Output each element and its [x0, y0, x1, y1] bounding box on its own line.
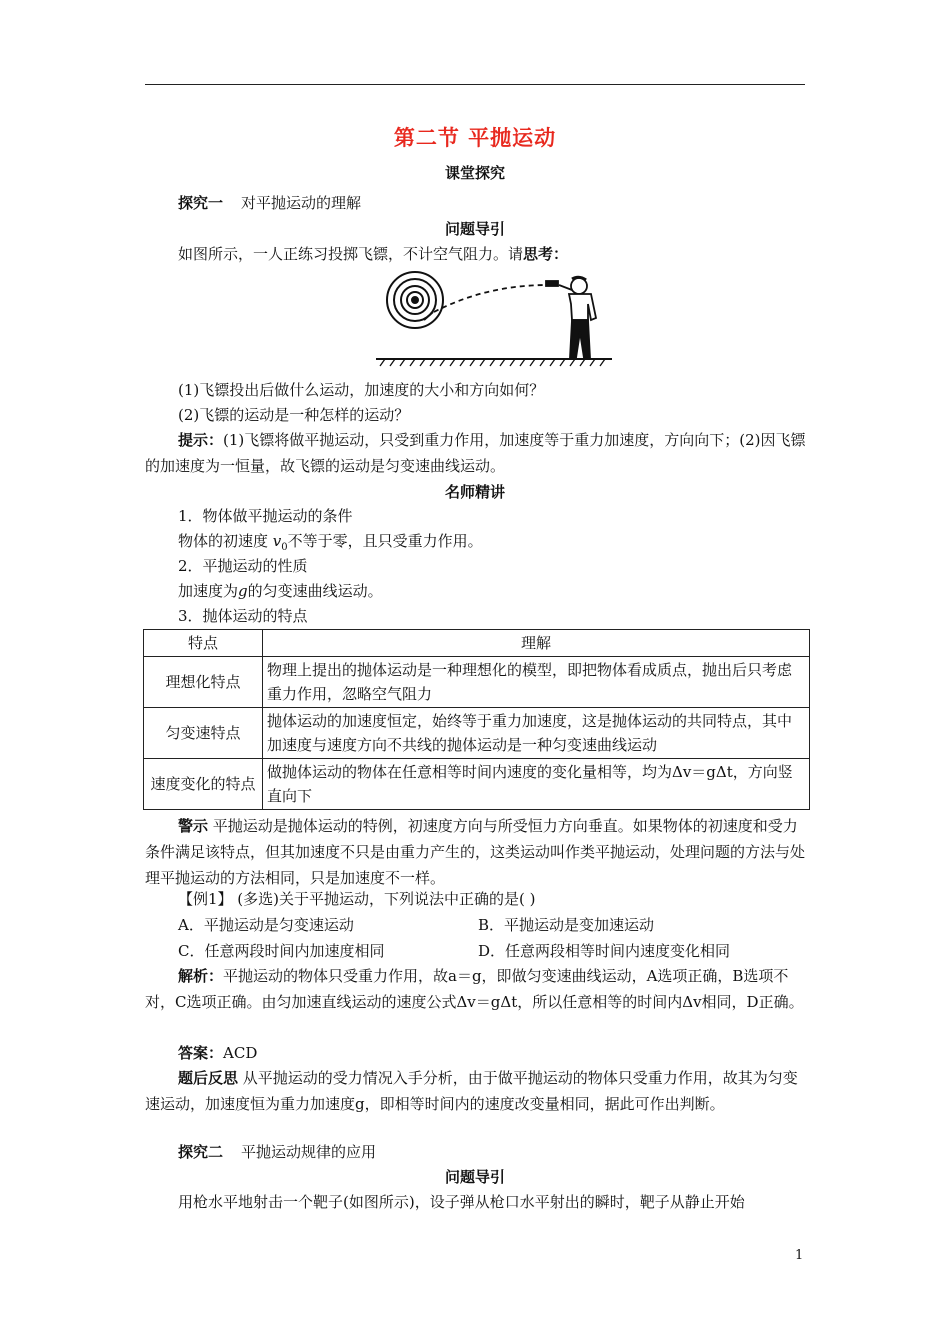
teacher-explain-heading: 名师精讲	[444, 483, 505, 501]
hint-paragraph	[145, 427, 807, 479]
table-value-cell: 做抛体运动的物体在任意相等时间内速度的变化量相等，均为Δv＝gΔt，方向竖直向下	[263, 759, 810, 810]
table-row	[144, 759, 810, 810]
explore-two-topic: 平抛运动规律的应用	[241, 1143, 377, 1161]
table-row	[144, 708, 810, 759]
option-b: B．平抛运动是变加速运动	[478, 916, 655, 934]
trajectory-dashed-path	[434, 285, 548, 312]
point-2-text-b: 的匀变速曲线运动。	[247, 582, 383, 600]
table-key-cell: 匀变速特点	[144, 708, 263, 759]
hint-text: (1)飞镖将做平抛运动，只受到重力作用，加速度等于重力加速度，方向向下；(2)因飞镖的加速度为一恒量，故飞镖的运动是匀变速曲线运动。	[145, 431, 806, 475]
reflect-text: 从平抛运动的受力情况入手分析，由于做平抛运动的物体只受重力作用，故其为匀变速运动，加速度恒为重力加速度g，即相等时间内的速度改变量相同，据此可作出判断。	[145, 1069, 798, 1113]
answer-line	[178, 1041, 838, 1065]
table-value-cell: 物理上提出的抛体运动是一种理想化的模型，即把物体看成质点，抛出后只考虑重力作用，忽略空气阻力	[263, 657, 810, 708]
table-header-cell: 理解	[263, 630, 810, 657]
option-c: C．任意两段时间内加速度相同	[178, 942, 385, 960]
table-key-cell: 理想化特点	[144, 657, 263, 708]
analysis-text: 平抛运动的物体只受重力作用，故a＝g，即做匀变速曲线运动，A选项正确，B选项不对，C选项正确。由匀加速直线运动的速度公式Δv＝gΔt，所以任意相等的时间内Δv相同，D正确。	[145, 967, 804, 1011]
problem-guide-heading: 问题导引	[444, 220, 505, 238]
section-heading: 课堂探究	[444, 164, 505, 182]
option-d: D．任意两段相等时间内速度变化相同	[478, 942, 731, 960]
table-header-row	[144, 630, 810, 657]
option-a: A．平抛运动是匀变速运动	[178, 916, 354, 934]
warning-paragraph	[145, 813, 807, 891]
answer-label: 答案：	[178, 1044, 224, 1062]
explore-two-heading	[178, 1140, 838, 1164]
point-1-text-a: 物体的初速度	[178, 532, 273, 550]
dart-throwing-figure	[376, 270, 612, 370]
point-2-body	[178, 579, 838, 603]
analysis-paragraph	[145, 963, 807, 1015]
question-2: (2)飞镖的运动是一种怎样的运动？	[178, 406, 410, 424]
velocity-subscript: 0	[281, 542, 288, 553]
velocity-symbol: v	[272, 532, 282, 550]
person-icon	[546, 277, 596, 358]
explore-one-label: 探究一	[178, 194, 224, 212]
explore-one-topic: 对平抛运动的理解	[241, 194, 362, 212]
g-symbol: g	[238, 582, 248, 600]
point-1-title: 1．物体做平抛运动的条件	[178, 507, 353, 525]
reflect-paragraph	[145, 1065, 807, 1117]
table-row	[144, 657, 810, 708]
page-title: 第二节 平抛运动	[393, 126, 557, 150]
table-value-cell: 抛体运动的加速度恒定，始终等于重力加速度，这是抛体运动的共同特点，其中加速度与速度方向不共线的抛体运动是一种匀变速曲线运动	[263, 708, 810, 759]
hint-label: 提示：	[178, 431, 224, 449]
point-2-title: 2．平抛运动的性质	[178, 557, 308, 575]
intro-body: 如图所示，一人正练习投掷飞镖，不计空气阻力。请	[178, 245, 524, 263]
reflect-label: 题后反思	[178, 1069, 239, 1087]
question-1: (1)飞镖投出后做什么运动，加速度的大小和方向如何？	[178, 381, 545, 399]
explore-two-label: 探究二	[178, 1143, 224, 1161]
table-header-cell: 特点	[144, 630, 263, 657]
warning-text: 平抛运动是抛体运动的特例，初速度方向与所受恒力方向垂直。如果物体的初速度和受力条件满足该特点，但其加速度不只是由重力产生的，这类运动叫作类平抛运动，处理问题的方法与处理平抛运动的方法相同，只是加速度不一样。	[145, 817, 806, 887]
header-rule	[145, 84, 805, 85]
problem-guide-heading-2: 问题导引	[444, 1168, 505, 1186]
features-table	[143, 629, 810, 810]
table-key-cell: 速度变化的特点	[144, 759, 263, 810]
point-1-text-b: 不等于零，且只受重力作用。	[287, 532, 483, 550]
ground-hatch	[376, 359, 612, 366]
final-line: 用枪水平地射击一个靶子(如图所示)，设子弹从枪口水平射出的瞬时，靶子从静止开始	[178, 1193, 745, 1211]
answer-value: ACD	[223, 1044, 258, 1062]
dartboard-icon	[387, 272, 443, 328]
point-3-title: 3．抛体运动的特点	[178, 607, 308, 625]
point-2-text-a: 加速度为	[178, 582, 239, 600]
intro-text	[178, 242, 838, 266]
page-number: 1	[795, 1248, 804, 1263]
warning-label: 警示	[178, 817, 209, 835]
explore-one-heading	[178, 191, 838, 215]
analysis-label: 解析：	[178, 967, 224, 985]
example-stem: 【例1】 (多选)关于平抛运动，下列说法中正确的是( )	[178, 890, 536, 908]
think-label: 思考：	[523, 245, 569, 263]
